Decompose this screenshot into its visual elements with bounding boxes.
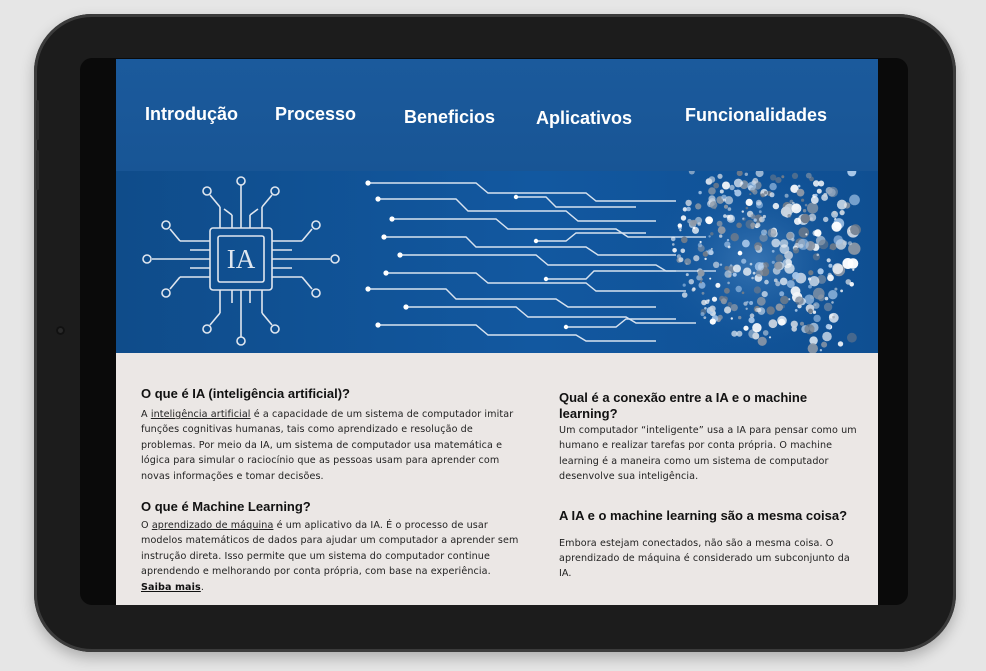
left-column: [141, 353, 523, 595]
heading-what-is-ai: O que é IA (inteligência artificial)?: [141, 386, 351, 401]
saiba-mais-link[interactable]: Saiba mais: [141, 581, 201, 593]
nav-item-funcionalidades[interactable]: Funcionalidades: [685, 105, 828, 125]
nav-item-processo[interactable]: Processo: [275, 104, 357, 124]
right-column: [559, 353, 859, 582]
paragraph-what-is-ml: O aprendizado de máquina é um aplicativo da IA. É o processo de usar modelos matemáticos de dados para ajudar um computador a aprender sem instrução direta. Isso permite que um sistema do computador continue aprendendo e melhorando por conta própria, com base na experiência. Saiba mais.: [141, 520, 519, 593]
nav-item-beneficios[interactable]: Beneficios: [404, 107, 496, 127]
ai-circuit-illustration: [116, 171, 878, 353]
paragraph-ai-ml-same: Embora estejam conectados, não são a mesma coisa. O aprendizado de máquina é considerado um subconjunto da IA.: [559, 537, 850, 580]
tablet-screen: [116, 59, 878, 605]
heading-ai-ml-connection: Qual é a conexão entre a IA e o machine learning?: [559, 390, 808, 421]
nav-item-aplicativos[interactable]: Aplicativos: [536, 108, 633, 128]
link-inteligencia-artificial[interactable]: inteligência artificial: [150, 409, 251, 420]
volume-button: [36, 100, 39, 140]
link-aprendizado-de-maquina[interactable]: aprendizado de máquina: [151, 520, 274, 532]
nav-item-introducao[interactable]: Introdução: [145, 104, 238, 124]
volume-button: [36, 150, 39, 190]
paragraph-what-is-ai: A inteligência artificial é a capacidade de um sistema de computador imitar funções cognitivas humanas, tais como aprendizado e resolução de problemas. Por meio da IA, um sistema de computador usa matemática e lógica para simular o raciocínio que as pessoas usam para aprender com novas informações e tomar decisões.: [141, 409, 514, 482]
top-navigation: [116, 59, 878, 171]
hero-banner: [116, 171, 878, 353]
heading-ai-ml-same: A IA e o machine learning são a mesma coisa?: [559, 507, 848, 523]
ai-chip-label: IA: [226, 244, 256, 274]
heading-what-is-ml: O que é Machine Learning?: [141, 499, 311, 515]
camera-icon: [56, 326, 65, 335]
paragraph-ai-ml-connection: Um computador “inteligente” usa a IA para pensar como um humano e realizar tarefas por conta própria. O machine learning é a maneira como um sistema de computador desenvolve sua inteligência.: [559, 425, 857, 483]
main-content: [116, 353, 878, 605]
